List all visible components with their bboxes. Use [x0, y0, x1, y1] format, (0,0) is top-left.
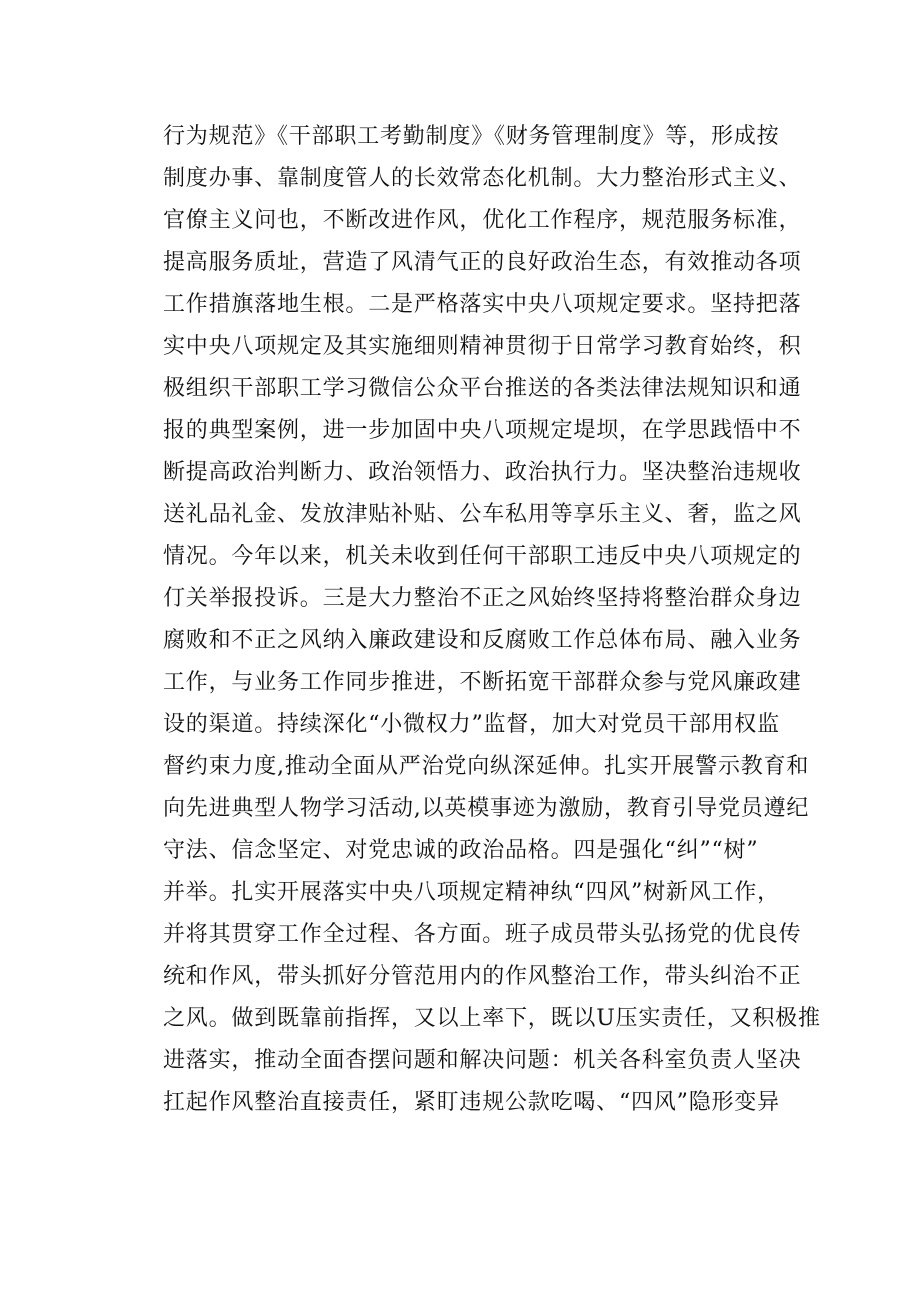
text-line: 进落实，推动全面杳摆问题和解决问题：机关各科室负责人坚决	[163, 1048, 802, 1073]
text-line: 送礼品礼金、发放津贴补贴、公车私用等享乐主义、奢，监之风	[163, 502, 802, 527]
text-line: 行为规范》《干部职工考勤制度》《财务管理制度》等，形成按	[163, 124, 780, 149]
text-line: 断提高政治判断力、政治领悟力、政治执行力。坚决整治违规收	[163, 460, 802, 485]
text-line: 制度办事、靠制度管人的长效常态化机制。大力整治形式主义、	[163, 166, 802, 191]
body-paragraph	[163, 116, 821, 1124]
text-line: 腐败和不正之风纳入廉政建设和反腐败工作总体布局、融入业务	[163, 628, 802, 653]
text-line: 工作措旗落地生根。二是严格落实中央八项规定要求。坚持把落	[163, 292, 802, 317]
text-line: 向先进典型人物学习活动,以英模事迹为激励，教育引导党员遵纪	[163, 796, 810, 821]
text-line: 设的渠道。持续深化“小微权力”监督，加大对党员干部用权监	[163, 712, 780, 737]
text-line: 统和作风，带头抓好分管范用内的作风整治工作，带头纠治不正	[163, 964, 802, 989]
text-line: 并举。扎实开展落实中央八项规定精神纨“四风”树新风工作，	[163, 880, 780, 905]
text-line: 仃关举报投诉。三是大力整治不正之风始终坚持将整治群众身边	[163, 586, 802, 611]
text-line: 实中央八项规定及其实施细则精神贯彻于日常学习教育始终，积	[163, 334, 802, 359]
text-line: 督约束力度,推动全面从严治党向纵深延伸。扎实开展警示教育和	[163, 754, 810, 779]
text-line: 工作，与业务工作同步推进，不断拓宽干部群众参与党风廉政建	[163, 670, 802, 695]
text-line: 官僚主义问也，不断改进作风，优化工作程序，规范服务标准，	[163, 208, 802, 233]
text-line: 极组织干部职工学习微信公众平台推送的各类法律法规知识和通	[163, 376, 802, 401]
text-line: 并将其贯穿工作全过程、各方面。班子成员带头弘扬党的优良传	[163, 922, 802, 947]
text-line: 提高服务质址，营造了风清气正的良好政治生态，有效推动各项	[163, 250, 802, 275]
text-line: 守法、信念坚定、对党忠诚的政治品格。四是强化“纠”“树”	[163, 838, 759, 863]
text-line: 情况。今年以来，机关未收到任何干部职工违反中央八项规定的	[163, 544, 802, 569]
text-line: 扛起作风整治直接责任，紧盯违规公款吃喝、“四风”隐形变异	[163, 1090, 780, 1115]
text-line: 之风。做到既靠前指挥，又以上率下，既以U压实责任，又积极推	[163, 1006, 821, 1031]
text-line: 报的典型案例，进一步加固中央八项规定堤坝，在学思践悟中不	[163, 418, 802, 443]
